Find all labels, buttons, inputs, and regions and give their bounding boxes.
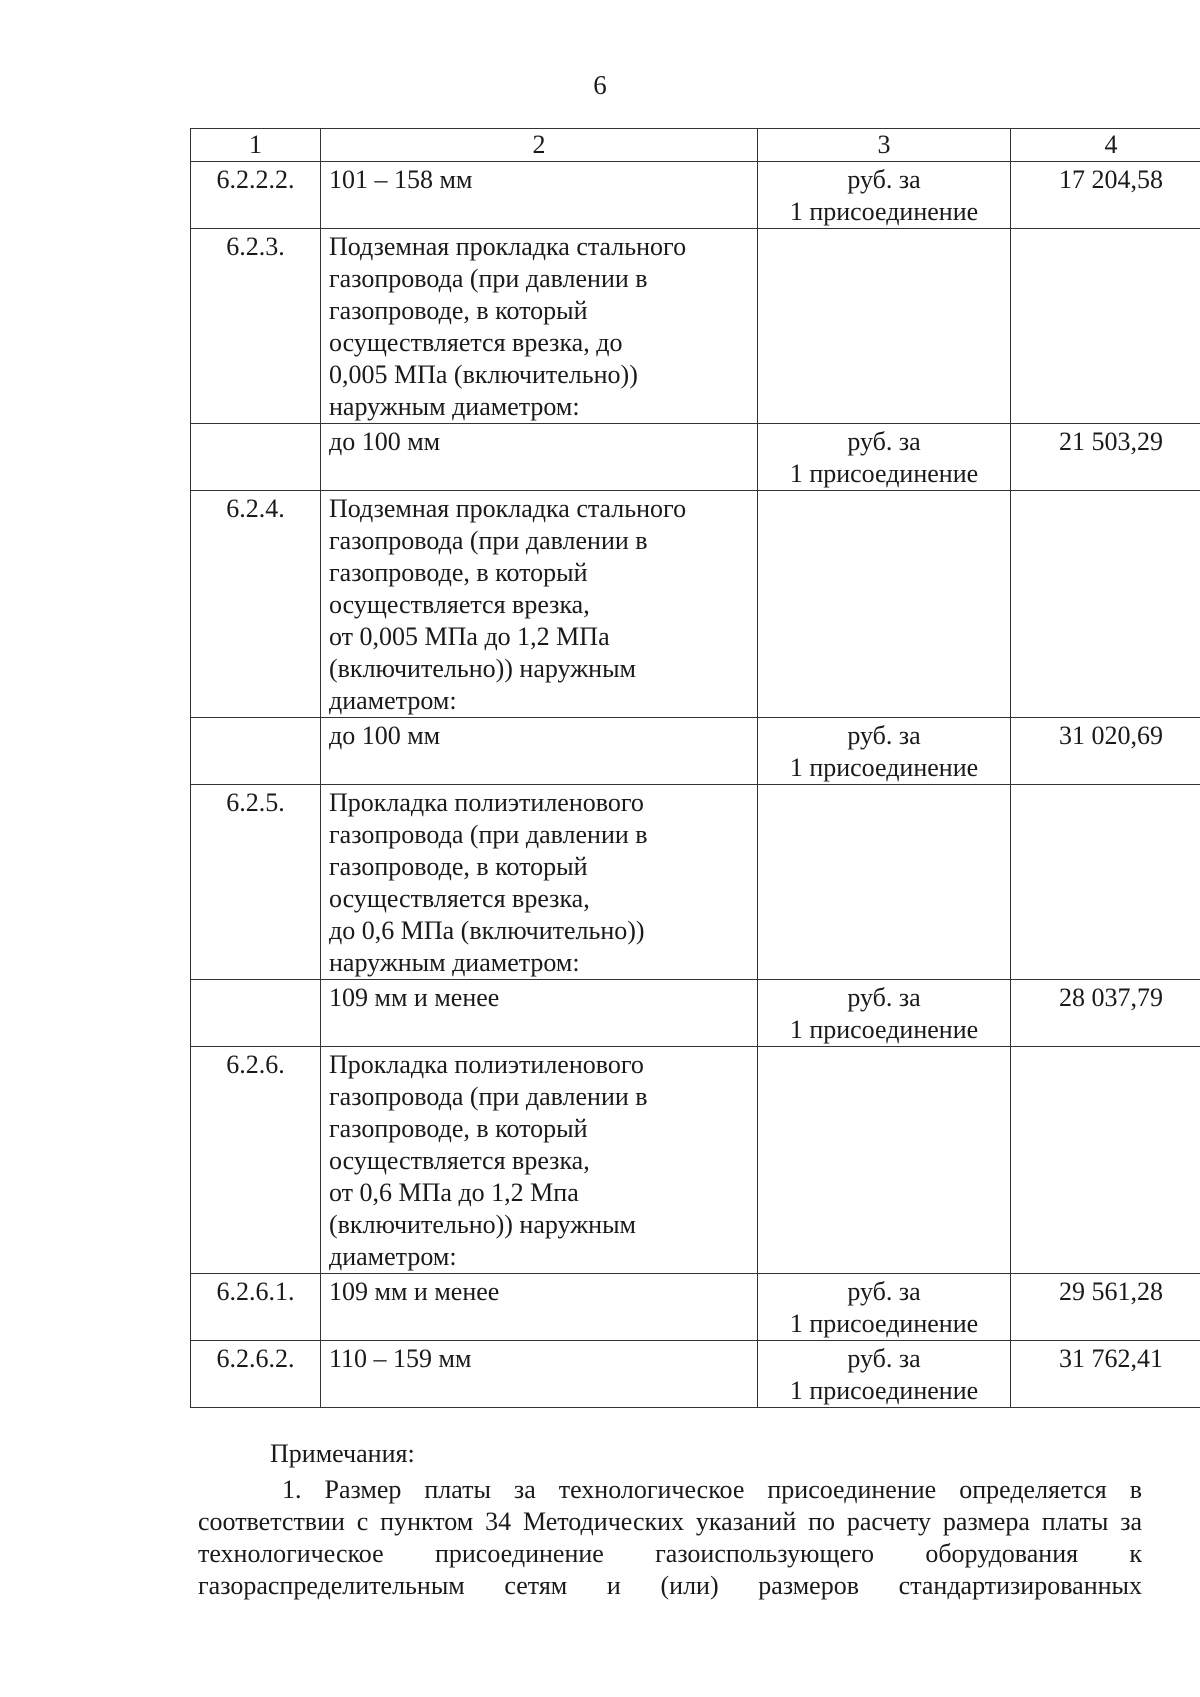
row-code (191, 424, 321, 491)
unit-line: 1 присоединение (789, 197, 979, 226)
description-line: диаметром: (329, 1242, 457, 1271)
description-line: от 0,6 МПа до 1,2 Мпа (329, 1178, 579, 1207)
unit-line: руб. за (847, 427, 921, 456)
row-price: 31 762,41 (1011, 1341, 1200, 1408)
row-description (321, 491, 758, 718)
description-line: 110 – 159 мм (329, 1344, 472, 1373)
description-line: диаметром: (329, 686, 457, 715)
row-description (321, 229, 758, 424)
description-line: газопровода (при давлении в (329, 264, 648, 293)
description-line: 109 мм и менее (329, 983, 500, 1012)
unit-line: руб. за (847, 983, 921, 1012)
description-line: Прокладка полиэтиленового (329, 788, 644, 817)
description-line: газопроводе, в который (329, 1114, 588, 1143)
row-price: 28 037,79 (1011, 980, 1200, 1047)
description-line: 109 мм и менее (329, 1277, 500, 1306)
row-description (321, 718, 758, 785)
row-unit (758, 424, 1011, 491)
row-unit (758, 1341, 1011, 1408)
description-line: газопровода (при давлении в (329, 1082, 648, 1111)
table-row (191, 491, 1200, 718)
row-price (1011, 229, 1200, 424)
table-row (191, 785, 1200, 980)
row-description (321, 162, 758, 229)
row-code: 6.2.6.2. (191, 1341, 321, 1408)
description-line: наружным диаметром: (329, 392, 580, 421)
description-line: газопровода (при давлении в (329, 526, 648, 555)
description-line: осуществляется врезка, (329, 590, 590, 619)
row-unit (758, 1274, 1011, 1341)
row-code: 6.2.2.2. (191, 162, 321, 229)
header-cell: 2 (321, 129, 758, 162)
description-line: 0,005 МПа (включительно)) (329, 360, 638, 389)
description-line: газопровода (при давлении в (329, 820, 648, 849)
description-line: осуществляется врезка, (329, 1146, 590, 1175)
row-description (321, 1047, 758, 1274)
table-row (191, 424, 1200, 491)
table-row (191, 162, 1200, 229)
row-unit (758, 491, 1011, 718)
unit-line: 1 присоединение (789, 1376, 979, 1405)
row-code: 6.2.6.1. (191, 1274, 321, 1341)
row-price: 31 020,69 (1011, 718, 1200, 785)
unit-line: руб. за (847, 721, 921, 750)
description-line: газопроводе, в который (329, 852, 588, 881)
unit-line: 1 присоединение (789, 1309, 979, 1338)
notes-title: Примечания: (270, 1439, 415, 1468)
header-cell: 4 (1011, 129, 1200, 162)
row-description (321, 424, 758, 491)
row-code (191, 718, 321, 785)
table-row (191, 980, 1200, 1047)
row-price (1011, 785, 1200, 980)
row-code (191, 980, 321, 1047)
row-price: 17 204,58 (1011, 162, 1200, 229)
row-unit (758, 1047, 1011, 1274)
row-description (321, 980, 758, 1047)
unit-line: 1 присоединение (789, 753, 979, 782)
description-line: Подземная прокладка стального (329, 232, 687, 261)
row-code: 6.2.6. (191, 1047, 321, 1274)
description-line: до 100 мм (329, 427, 441, 456)
notes-text: 1. Размер платы за технологическое присоединение определяется в соответствии с пунктом 34 Методических указаний по расчету размера платы за технологическое присоединение газоиспользующего оборудования к газораспределительным сетям и (или) размеров стандартизированных (198, 1475, 1142, 1600)
description-line: Подземная прокладка стального (329, 494, 687, 523)
tariff-table (190, 128, 1200, 1408)
notes-section (198, 1438, 1142, 1602)
table-row (191, 1047, 1200, 1274)
table-row (191, 229, 1200, 424)
unit-line: руб. за (847, 165, 921, 194)
row-code: 6.2.3. (191, 229, 321, 424)
header-cell: 3 (758, 129, 1011, 162)
unit-line: 1 присоединение (789, 1015, 979, 1044)
description-line: от 0,005 МПа до 1,2 МПа (329, 622, 610, 651)
description-line: осуществляется врезка, (329, 884, 590, 913)
row-price: 21 503,29 (1011, 424, 1200, 491)
row-unit (758, 229, 1011, 424)
description-line: (включительно)) наружным (329, 654, 636, 683)
row-price (1011, 1047, 1200, 1274)
row-code: 6.2.4. (191, 491, 321, 718)
description-line: 101 – 158 мм (329, 165, 473, 194)
description-line: до 0,6 МПа (включительно)) (329, 916, 645, 945)
description-line: до 100 мм (329, 721, 441, 750)
description-line: газопроводе, в который (329, 296, 588, 325)
description-line: (включительно)) наружным (329, 1210, 636, 1239)
header-cell: 1 (191, 129, 321, 162)
unit-line: руб. за (847, 1277, 921, 1306)
row-unit (758, 162, 1011, 229)
unit-line: руб. за (847, 1344, 921, 1373)
description-line: наружным диаметром: (329, 948, 580, 977)
row-price: 29 561,28 (1011, 1274, 1200, 1341)
table-row (191, 1341, 1200, 1408)
row-unit (758, 980, 1011, 1047)
description-line: осуществляется врезка, до (329, 328, 623, 357)
row-unit (758, 718, 1011, 785)
table-header-row (191, 129, 1200, 162)
table-row (191, 1274, 1200, 1341)
row-price (1011, 491, 1200, 718)
row-description (321, 785, 758, 980)
row-description (321, 1341, 758, 1408)
description-line: Прокладка полиэтиленового (329, 1050, 644, 1079)
table-row (191, 718, 1200, 785)
row-description (321, 1274, 758, 1341)
row-unit (758, 785, 1011, 980)
page-number: 6 (593, 70, 607, 100)
unit-line: 1 присоединение (789, 459, 979, 488)
description-line: газопроводе, в который (329, 558, 588, 587)
row-code: 6.2.5. (191, 785, 321, 980)
